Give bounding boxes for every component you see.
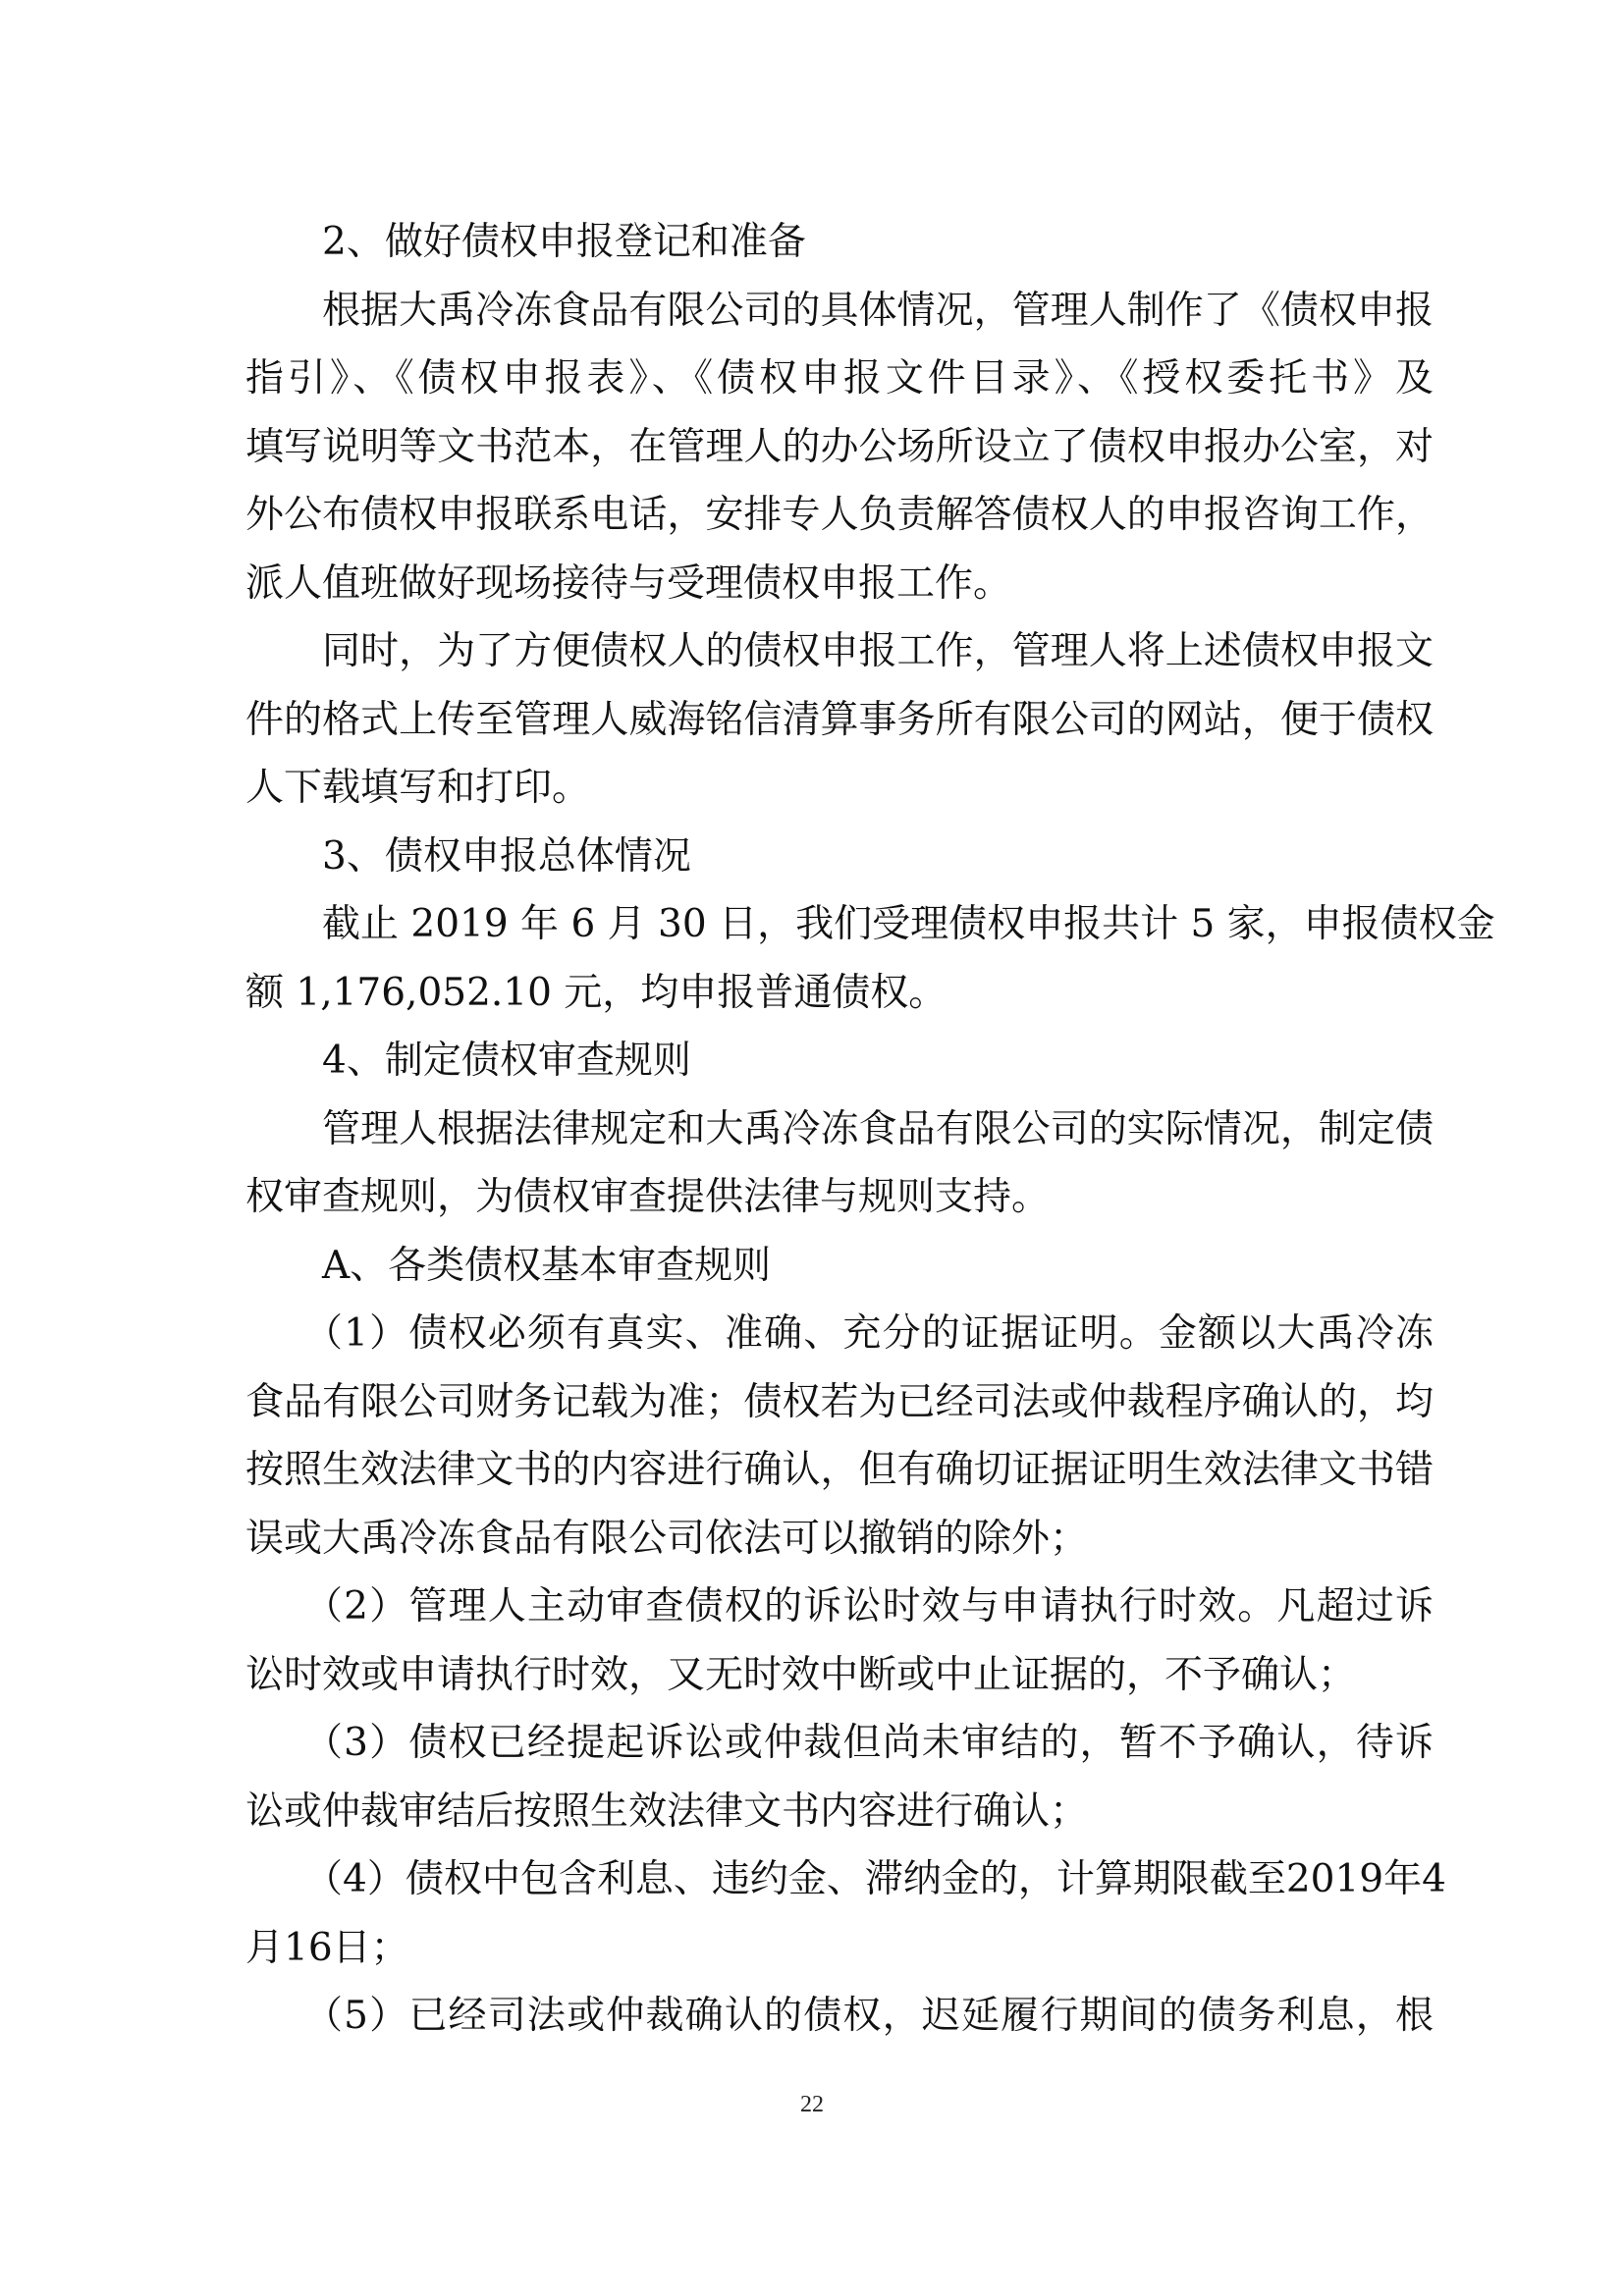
paragraph-line: 截止 2019 年 6 月 30 日，我们受理债权申报共计 5 家，申报债权金 [322,902,1495,946]
paragraph-line: 填写说明等文书范本，在管理人的办公场所设立了债权申报办公室，对 [245,424,1434,469]
paragraph-line: 权审查规则，为债权审查提供法律与规则支持。 [245,1175,1051,1219]
paragraph-line: 同时，为了方便债权人的债权申报工作，管理人将上述债权申报文 [322,629,1434,673]
rule-item-5: （5）已经司法或仲裁确认的债权，迟延履行期间的债务利息，根 [304,1994,1434,2038]
paragraph-line: 派人值班做好现场接待与受理债权申报工作。 [245,561,1012,606]
paragraph-line: 月16日； [245,1925,409,1970]
rule-item-1: （1）债权必须有真实、准确、充分的证据证明。金额以大禹冷冻 [304,1311,1434,1356]
paragraph-line: 件的格式上传至管理人威海铭信清算事务所有限公司的网站，便于债权 [245,697,1434,742]
rule-item-3: （3）债权已经提起诉讼或仲裁但尚未审结的，暂不予确认，待诉 [304,1721,1434,1765]
section-heading-4: 4、制定债权审查规则 [322,1039,691,1083]
section-heading-3: 3、债权申报总体情况 [322,833,691,879]
paragraph-line: 管理人根据法律规定和大禹冷冻食品有限公司的实际情况，制定债 [322,1106,1434,1151]
paragraph-line: 指引》、《债权申报表》、《债权申报文件目录》、《授权委托书》及 [245,356,1434,400]
paragraph-line: 额 1,176,052.10 元，均申报普通债权。 [245,970,947,1015]
section-heading-2: 2、做好债权申报登记和准备 [322,220,806,264]
rule-item-2: （2）管理人主动审查债权的诉讼时效与申请执行时效。凡超过诉 [304,1584,1434,1629]
rule-item-4: （4）债权中包含利息、违约金、滞纳金的，计算期限截至2019年4 [304,1857,1446,1901]
document-body [245,208,1495,2051]
paragraph-line: 按照生效法律文书的内容进行确认，但有确切证据证明生效法律文书错 [245,1448,1434,1492]
paragraph-line: 人下载填写和打印。 [245,766,591,810]
paragraph-line: 误或大禹冷冻食品有限公司依法可以撤销的除外； [245,1516,1089,1561]
paragraph-line: 外公布债权申报联系电话，安排专人负责解答债权人的申报咨询工作， [245,493,1434,537]
paragraph-line: 食品有限公司财务记载为准；债权若为已经司法或仲裁程序确认的，均 [245,1379,1434,1424]
page-number: 22 [800,2092,824,2117]
subsection-heading-a: A、各类债权基本审查规则 [322,1243,772,1288]
paragraph-line: 讼时效或申请执行时效，又无时效中断或中止证据的，不予确认； [245,1652,1357,1697]
paragraph-line: 根据大禹冷冻食品有限公司的具体情况，管理人制作了《债权申报 [322,288,1434,333]
paragraph-line: 讼或仲裁审结后按照生效法律文书内容进行确认； [245,1789,1089,1834]
